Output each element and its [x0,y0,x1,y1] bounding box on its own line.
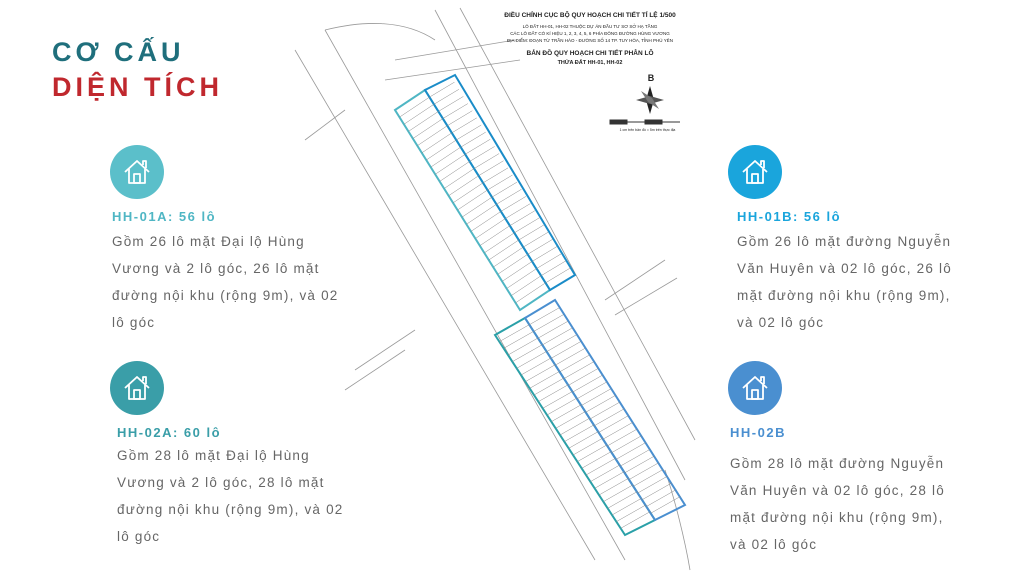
plot-divider [556,411,586,428]
map-title4: ĐỊA ĐIỂM: ĐOẠN TỪ TRẦN HÀO - ĐƯỜNG SỐ 14 TP. TUY HÒA, TỈNH PHÚ YÊN [507,38,673,43]
hh02b-title: HH-02B [730,425,786,440]
plot-divider [505,204,530,219]
house-icon [110,145,164,199]
north-arrow-icon [636,86,664,114]
plot-divider [413,119,443,139]
plot-divider [612,498,642,515]
plot-divider [595,471,625,488]
plot-divider [529,308,559,325]
plot-divider [577,445,607,462]
plot-divider [426,140,456,160]
plot-divider [501,196,526,211]
site-plan-map [285,0,705,576]
hh02b-description: Gồm 28 lô mặt đường Nguyễn Văn Huyên và 02 lô góc, 28 lô mặt đường nội khu (rộng 9m), và 02 lô góc [730,456,945,552]
plot-divider [435,154,465,174]
plot-divider [547,335,577,352]
scale-bar [610,120,680,124]
plot-divider [612,436,642,453]
plot-divider [590,402,620,419]
plot-divider [429,82,454,97]
plot-divider [555,348,585,365]
plot-divider [408,111,438,131]
plot-divider [493,247,523,267]
plot-divider [514,218,539,233]
plot-divider [449,176,479,196]
plot-divider [560,418,590,435]
plot-divider [582,451,612,468]
plot-divider [564,362,594,379]
plot-divider [542,328,572,345]
hh01b-title: HH-01B: 56 lô [737,209,842,224]
plot-divider [461,132,486,147]
plot-divider [523,232,548,247]
plot-divider [479,161,504,176]
plot-divider [492,182,517,197]
scale-note: 1 cm trên bản đồ = 5m trên thực địa [619,128,676,132]
plot-divider [534,378,564,395]
house-icon [728,145,782,199]
plot-divider [511,276,541,296]
plot-divider [475,219,505,239]
plot-divider [603,422,633,439]
plot-divider [586,458,616,475]
hh01b-description: Gồm 26 lô mặt đường Nguyễn Văn Huyên và 02 lô góc, 26 lô mặt đường nội khu (rộng 9m), và 02 lô góc [737,234,952,330]
plot-divider [438,96,463,111]
plot-divider [573,375,603,392]
plot-divider [581,389,611,406]
plot-divider [456,125,481,140]
plot-divider [616,442,646,459]
plot-divider [633,469,663,486]
plot-divider [621,511,651,528]
heading-line1: CƠ CẤU [52,37,185,67]
plot-divider [543,391,573,408]
plot-divider [603,485,633,502]
plot-divider [532,246,557,261]
plot-divider [594,409,624,426]
plot-divider [538,385,568,402]
plot-divider [568,368,598,385]
plot-divider [519,225,544,240]
plot-divider [470,146,495,161]
map-title5: BẢN ĐỒ QUY HOẠCH CHI TIẾT PHÂN LÔ [526,50,654,57]
plot-divider [483,168,508,183]
plot-divider [466,204,496,224]
plot-divider [530,371,560,388]
plot-divider [453,183,483,203]
house-icon [728,361,782,415]
plot-divider [525,365,555,382]
plot-divider [551,405,581,422]
plot-divider [443,104,468,119]
hh01a-title: HH-01A: 56 lô [112,209,217,224]
plot-divider [507,269,537,289]
plot-divider [458,190,488,210]
plot-divider [462,197,492,217]
map-title1: ĐIỀU CHỈNH CỤC BỘ QUY HOẠCH CHI TIẾT TỈ LỆ 1/500 [504,12,676,19]
plot-divider [498,254,528,274]
plot-divider [434,89,459,104]
plot-divider [422,133,452,153]
plot-divider [586,395,616,412]
plot-divider [625,456,655,473]
plot-divider [564,425,594,442]
plot-divider [528,239,553,254]
plot-divider [431,147,461,167]
plot-divider [504,331,534,348]
plot-divider [590,465,620,482]
plot-divider [551,341,581,358]
plot-divider [496,189,521,204]
north-label: B [647,73,655,83]
plot-divider [480,226,510,246]
plot-divider [516,283,546,303]
plot-divider [499,325,529,342]
plot-divider [474,154,499,169]
plot-divider [616,505,646,522]
plot-divider [569,431,599,448]
plot-divider [534,314,564,331]
plot-divider [510,211,535,226]
plot-divider [573,438,603,455]
plot-divider [629,463,659,480]
plot-divider [471,211,501,231]
plot-divider [502,261,532,281]
house-icon [110,361,164,415]
plot-divider [537,254,562,269]
plot-divider [547,398,577,415]
plot-divider [638,476,668,493]
plot-divider [417,126,447,146]
plot-divider [517,351,547,368]
plot-divider [646,490,676,507]
plot-divider [452,118,477,133]
plot-divider [599,478,629,495]
heading-line2: DIỆN TÍCH [52,72,223,102]
plot-divider [538,321,568,338]
hh02a-description: Gồm 28 lô mặt Đại lộ Hùng Vương và 2 lô góc, 28 lô mặt đường nội khu (rộng 9m), và 02 lô góc [117,448,344,544]
plot-divider [508,338,538,355]
plot-divider [577,382,607,399]
plot-divider [642,483,672,500]
plot-divider [440,161,470,181]
plot-divider [484,233,514,253]
plot-divider [447,111,472,126]
plot-divider [560,355,590,372]
map-title2: LÔ ĐẤT HH-01, HH-02 THUỘC DỰ ÁN ĐẦU TƯ SƠ SỞ HẠ TẦNG [522,24,658,29]
plot-divider [488,175,513,190]
plot-divider [512,345,542,362]
map-title6: THỬA ĐẤT HH-01, HH-02 [557,60,623,66]
plot-divider [404,104,434,124]
map-title3: CÁC LÔ ĐẤT CÓ KÍ HIỆU 1, 2, 3, 4, 5, 6 PHÍA ĐÔNG ĐƯỜNG HÙNG VƯƠNG [510,31,670,36]
hh01a-description: Gồm 26 lô mặt Đại lộ Hùng Vương và 2 lô góc, 26 lô mặt đường nội khu (rộng 9m), và 02 lô góc [112,234,339,330]
plot-divider [620,449,650,466]
plot-divider [489,240,519,260]
plot-divider [444,169,474,189]
hh02a-title: HH-02A: 60 lô [117,425,222,440]
plot-divider [521,358,551,375]
plot-divider [651,496,681,513]
plot-divider [607,429,637,446]
plot-divider [465,139,490,154]
plot-divider [599,415,629,432]
plot-divider [608,491,638,508]
site-plan-drawing [285,0,705,576]
plot-divider [541,261,566,276]
plot-divider [399,97,429,117]
